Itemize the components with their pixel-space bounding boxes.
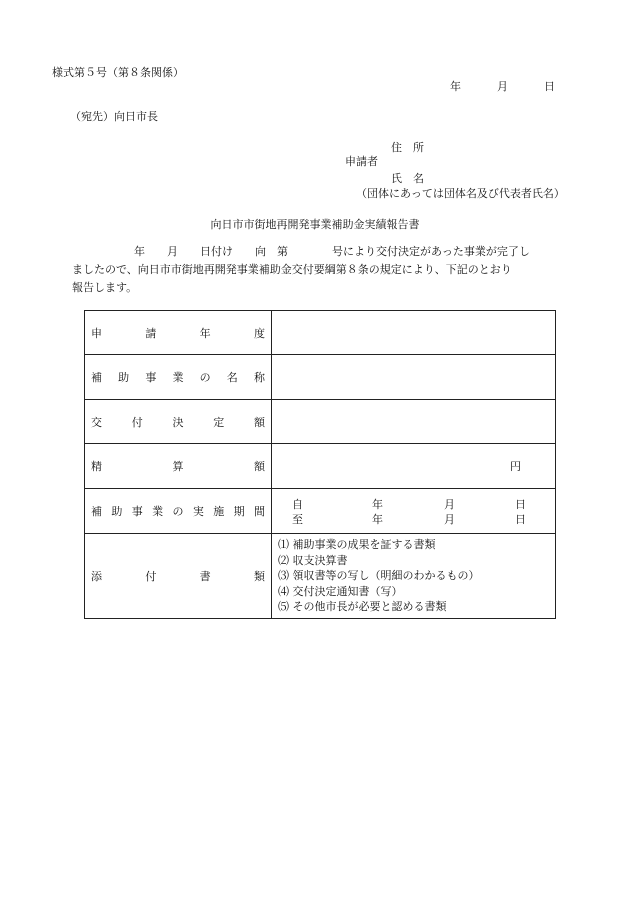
form-number: 様式第５号（第８条関係） xyxy=(52,66,184,79)
label-char: 施 xyxy=(213,505,225,518)
period-from-year: 年 xyxy=(372,498,383,511)
date-day: 日 xyxy=(544,80,555,93)
label-char: 名 xyxy=(226,371,238,384)
label-char: 添 xyxy=(91,570,102,583)
document-title: 向日市市街地再開発事業補助金実績報告書 xyxy=(210,218,420,231)
label-char: 付 xyxy=(145,570,157,583)
fiscal-year-label xyxy=(85,311,272,355)
label-char: 度 xyxy=(253,326,265,340)
table-row xyxy=(85,311,556,355)
period-from: 自 xyxy=(292,498,303,511)
period-from-month: 月 xyxy=(444,498,455,511)
label-char: 業 xyxy=(152,505,164,518)
list-item: ⑶ 領収書等の写し（明細のわかるもの） xyxy=(278,569,480,583)
table-row xyxy=(85,444,556,489)
attachments-list xyxy=(272,534,556,619)
label-char: 類 xyxy=(253,570,265,583)
label-char: 精 xyxy=(91,460,102,473)
label-char: 補 xyxy=(91,371,102,384)
label-char: 期 xyxy=(233,505,245,518)
period-to-month: 月 xyxy=(444,513,455,526)
period-to-day: 日 xyxy=(515,513,526,526)
list-item: ⑷ 交付決定通知書（写） xyxy=(278,584,403,598)
report-table xyxy=(84,310,556,619)
label-char: 助 xyxy=(118,371,130,384)
name-label: 氏 名 xyxy=(391,172,424,185)
settlement-amount-value[interactable]: 円 xyxy=(272,444,556,489)
report-body xyxy=(72,243,564,297)
settlement-amount-label xyxy=(85,444,272,489)
fiscal-year-value[interactable] xyxy=(272,311,556,355)
table-row xyxy=(85,400,556,444)
project-name-label xyxy=(85,355,272,400)
list-item: ⑸ その他市長が必要と認める書類 xyxy=(278,600,447,614)
body-line-3: 報告します。 xyxy=(72,281,138,294)
period-from-row xyxy=(272,496,555,511)
period-label xyxy=(85,489,272,534)
period-from-day: 日 xyxy=(515,498,526,511)
label-char: 申 xyxy=(91,326,102,340)
date-year: 年 xyxy=(450,80,461,93)
list-item: ⑴ 補助事業の成果を証する書類 xyxy=(278,538,436,552)
period-value[interactable] xyxy=(272,489,556,534)
table-row xyxy=(85,489,556,534)
label-char: 事 xyxy=(131,505,143,518)
project-name-value[interactable] xyxy=(272,355,556,400)
address-label: 住 所 xyxy=(391,141,424,154)
body-line-1: 年 月 日付け 向 第 号により交付決定があった事業が完了し xyxy=(134,245,530,258)
label-char: 補 xyxy=(91,505,102,518)
label-char: 書 xyxy=(199,570,211,583)
period-to: 至 xyxy=(292,513,303,526)
label-char: 算 xyxy=(172,460,184,473)
label-char: 事 xyxy=(145,371,157,384)
table-row xyxy=(85,355,556,400)
label-char: 称 xyxy=(253,371,265,384)
label-char: 実 xyxy=(192,505,204,518)
date-month: 月 xyxy=(497,80,508,93)
period-to-row xyxy=(272,511,555,526)
label-char: 額 xyxy=(254,415,265,429)
label-char: 助 xyxy=(111,505,123,518)
label-char: 決 xyxy=(172,415,184,429)
label-char: 定 xyxy=(213,415,225,429)
list-item: ⑵ 収支決算書 xyxy=(278,553,348,567)
label-char: 業 xyxy=(172,371,184,384)
grant-amount-label xyxy=(85,400,272,444)
label-char: 額 xyxy=(254,460,265,473)
label-char: 間 xyxy=(254,505,265,518)
label-char: 請 xyxy=(145,326,157,340)
addressee: （宛先）向日市長 xyxy=(70,110,158,123)
period-to-year: 年 xyxy=(372,513,383,526)
label-char: 年 xyxy=(199,326,211,340)
organization-note: （団体にあっては団体名及び代表者氏名） xyxy=(356,187,565,200)
attachments-label xyxy=(85,534,272,619)
label-char: 交 xyxy=(91,415,102,429)
grant-amount-value[interactable] xyxy=(272,400,556,444)
label-char: の xyxy=(172,505,184,518)
label-char: の xyxy=(199,371,211,384)
applicant-label: 申請者 xyxy=(345,155,378,168)
body-line-2: ましたので、向日市市街地再開発事業補助金交付要綱第８条の規定により、下記のとおり xyxy=(72,263,512,276)
label-char: 付 xyxy=(131,415,143,429)
table-row xyxy=(85,534,556,619)
